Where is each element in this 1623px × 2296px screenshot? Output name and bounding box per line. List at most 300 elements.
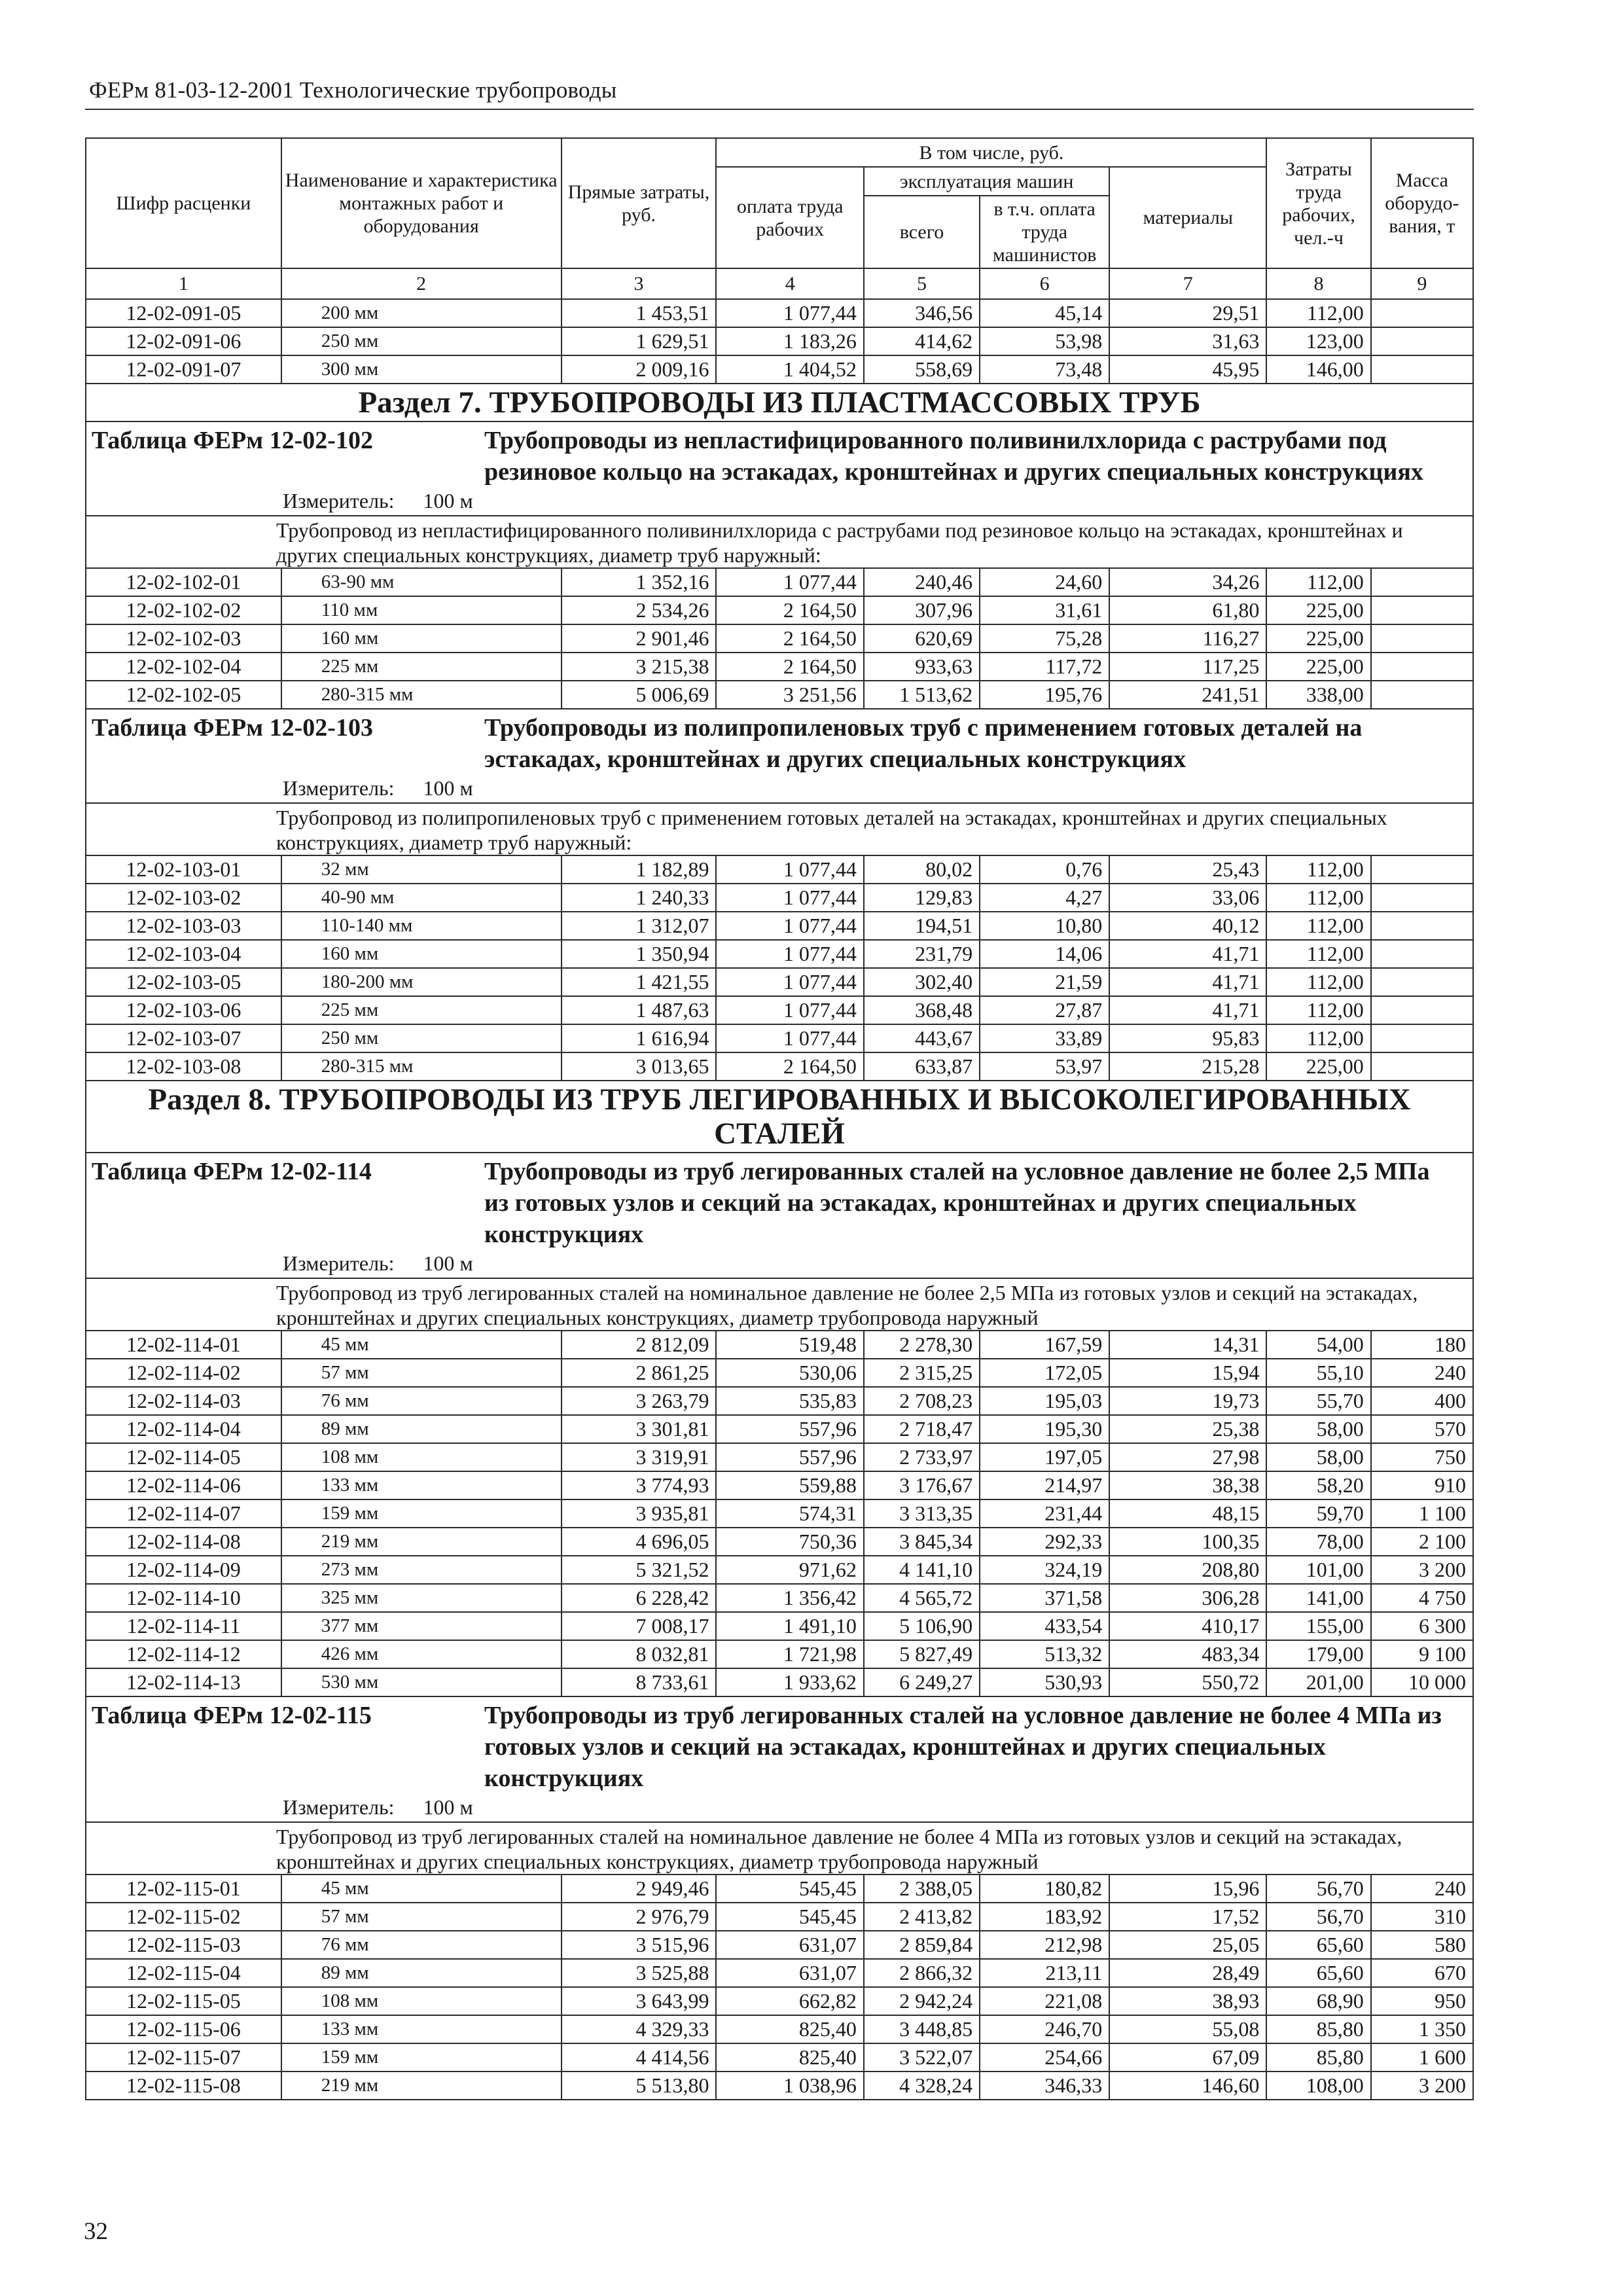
table-row — [86, 1528, 1473, 1556]
table-heading — [86, 1153, 1473, 1278]
mass-cell — [1371, 1052, 1473, 1081]
machinist-pay-cell: 513,32 — [980, 1640, 1109, 1668]
labor-pay-cell: 557,96 — [716, 1443, 863, 1471]
labor-pay-cell: 530,06 — [716, 1359, 863, 1387]
labor-pay-cell: 2 164,50 — [716, 653, 863, 681]
materials-cell: 95,83 — [1109, 1024, 1266, 1052]
mass-cell — [1371, 653, 1473, 681]
description-row — [86, 516, 1473, 568]
machinist-pay-cell: 21,59 — [980, 968, 1109, 996]
header-name: Наименование и характеристика монтажных работ и оборудования — [281, 138, 562, 268]
direct-cost-cell: 1 616,94 — [562, 1024, 717, 1052]
direct-cost-cell: 3 774,93 — [562, 1471, 717, 1499]
machinist-pay-cell: 33,89 — [980, 1024, 1109, 1052]
machines-total-cell: 4 565,72 — [864, 1584, 980, 1612]
mass-cell — [1371, 596, 1473, 624]
direct-cost-cell: 6 228,42 — [562, 1584, 717, 1612]
work-name-cell: 40-90 мм — [281, 884, 562, 912]
labor-hours-cell: 112,00 — [1266, 1024, 1370, 1052]
labor-hours-cell: 101,00 — [1266, 1556, 1370, 1584]
labor-pay-cell: 1 077,44 — [716, 568, 863, 596]
work-name-cell: 377 мм — [281, 1612, 562, 1640]
work-name-cell: 110 мм — [281, 596, 562, 624]
direct-cost-cell: 8 733,61 — [562, 1668, 717, 1696]
labor-pay-cell: 1 077,44 — [716, 1024, 863, 1052]
work-name-cell: 63-90 мм — [281, 568, 562, 596]
rate-code-cell: 12-02-114-10 — [86, 1584, 281, 1612]
rate-code-cell: 12-02-102-03 — [86, 624, 281, 653]
table-row — [86, 1359, 1473, 1387]
labor-pay-cell: 1 183,26 — [716, 327, 863, 355]
machinist-pay-cell: 195,03 — [980, 1387, 1109, 1415]
work-name-cell: 57 мм — [281, 1903, 562, 1931]
rate-code-cell: 12-02-103-05 — [86, 968, 281, 996]
mass-cell — [1371, 568, 1473, 596]
labor-hours-cell: 65,60 — [1266, 1931, 1370, 1959]
rate-code-cell: 12-02-115-07 — [86, 2043, 281, 2072]
work-name-cell: 180-200 мм — [281, 968, 562, 996]
labor-hours-cell: 55,70 — [1266, 1387, 1370, 1415]
materials-cell: 550,72 — [1109, 1668, 1266, 1696]
mass-cell — [1371, 299, 1473, 327]
direct-cost-cell: 1 453,51 — [562, 299, 717, 327]
table-heading-line — [86, 709, 1472, 775]
labor-hours-cell: 56,70 — [1266, 1903, 1370, 1931]
machines-total-cell: 80,02 — [864, 855, 980, 884]
unit-label: Измеритель: — [283, 776, 395, 800]
table-row — [86, 1443, 1473, 1471]
labor-pay-cell: 1 077,44 — [716, 884, 863, 912]
machines-total-cell: 129,83 — [864, 884, 980, 912]
description-row — [86, 803, 1473, 855]
machinist-pay-cell: 24,60 — [980, 568, 1109, 596]
mass-cell: 10 000 — [1371, 1668, 1473, 1696]
header-code: Шифр расценки — [86, 138, 281, 268]
table-row — [86, 2043, 1473, 2072]
table-heading-line — [86, 1153, 1472, 1250]
direct-cost-cell: 4 696,05 — [562, 1528, 717, 1556]
materials-cell: 41,71 — [1109, 968, 1266, 996]
direct-cost-cell: 3 515,96 — [562, 1931, 717, 1959]
machinist-pay-cell: 117,72 — [980, 653, 1109, 681]
direct-cost-cell: 1 629,51 — [562, 327, 717, 355]
labor-hours-cell: 58,00 — [1266, 1443, 1370, 1471]
work-name-cell: 89 мм — [281, 1415, 562, 1443]
table-heading-row — [86, 1696, 1473, 1822]
header-mass: Масса оборудо-вания, т — [1371, 138, 1473, 268]
rates-table — [85, 137, 1474, 2100]
materials-cell: 15,94 — [1109, 1359, 1266, 1387]
description-row — [86, 1822, 1473, 1874]
table-title: Трубопроводы из труб легированных сталей на условное давление не более 4 МПа из готовых узлов и секций на эстакадах, кронштейнах и других специальных конструкциях — [484, 1702, 1442, 1792]
direct-cost-cell: 8 032,81 — [562, 1640, 717, 1668]
labor-hours-cell: 338,00 — [1266, 681, 1370, 709]
machinist-pay-cell: 212,98 — [980, 1931, 1109, 1959]
machines-total-cell: 2 708,23 — [864, 1387, 980, 1415]
direct-cost-cell: 3 301,81 — [562, 1415, 717, 1443]
machinist-pay-cell: 195,30 — [980, 1415, 1109, 1443]
table-row — [86, 624, 1473, 653]
labor-pay-cell: 559,88 — [716, 1471, 863, 1499]
rate-code-cell: 12-02-114-07 — [86, 1499, 281, 1528]
table-row — [86, 855, 1473, 884]
labor-hours-cell: 155,00 — [1266, 1612, 1370, 1640]
direct-cost-cell: 4 414,56 — [562, 2043, 717, 2072]
rate-code-cell: 12-02-114-06 — [86, 1471, 281, 1499]
mass-cell: 4 750 — [1371, 1584, 1473, 1612]
mass-cell: 1 600 — [1371, 2043, 1473, 2072]
labor-hours-cell: 146,00 — [1266, 355, 1370, 384]
rate-code-cell: 12-02-114-13 — [86, 1668, 281, 1696]
mass-cell: 750 — [1371, 1443, 1473, 1471]
machinist-pay-cell: 27,87 — [980, 996, 1109, 1024]
materials-cell: 14,31 — [1109, 1331, 1266, 1359]
rate-code-cell: 12-02-103-06 — [86, 996, 281, 1024]
table-heading-line — [86, 422, 1472, 488]
mass-cell: 670 — [1371, 1959, 1473, 1987]
column-number: 1 — [86, 268, 281, 299]
machines-total-cell: 443,67 — [864, 1024, 980, 1052]
labor-hours-cell: 55,10 — [1266, 1359, 1370, 1387]
mass-cell: 6 300 — [1371, 1612, 1473, 1640]
machines-total-cell: 3 448,85 — [864, 2015, 980, 2043]
table-row — [86, 1387, 1473, 1415]
rate-code-cell: 12-02-103-03 — [86, 912, 281, 940]
work-name-cell: 280-315 мм — [281, 1052, 562, 1081]
machines-total-cell: 346,56 — [864, 299, 980, 327]
materials-cell: 410,17 — [1109, 1612, 1266, 1640]
machinist-pay-cell: 4,27 — [980, 884, 1109, 912]
column-number: 5 — [864, 268, 980, 299]
rate-code-cell: 12-02-115-04 — [86, 1959, 281, 1987]
machinist-pay-cell: 172,05 — [980, 1359, 1109, 1387]
machines-total-cell: 2 866,32 — [864, 1959, 980, 1987]
labor-pay-cell: 1 491,10 — [716, 1612, 863, 1640]
labor-hours-cell: 58,20 — [1266, 1471, 1370, 1499]
direct-cost-cell: 5 006,69 — [562, 681, 717, 709]
running-head: ФЕРм 81-03-12-2001 Технологические трубопроводы — [89, 77, 617, 103]
materials-cell: 55,08 — [1109, 2015, 1266, 2043]
labor-pay-cell: 1 721,98 — [716, 1640, 863, 1668]
machinist-pay-cell: 31,61 — [980, 596, 1109, 624]
header-machinist-pay: в т.ч. оплата труда машинистов — [980, 196, 1109, 268]
machines-total-cell: 2 413,82 — [864, 1903, 980, 1931]
table-row — [86, 681, 1473, 709]
work-name-cell: 45 мм — [281, 1874, 562, 1903]
machines-total-cell: 302,40 — [864, 968, 980, 996]
materials-cell: 215,28 — [1109, 1052, 1266, 1081]
machines-total-cell: 1 513,62 — [864, 681, 980, 709]
work-name-cell: 219 мм — [281, 1528, 562, 1556]
machines-total-cell: 368,48 — [864, 996, 980, 1024]
labor-pay-cell: 971,62 — [716, 1556, 863, 1584]
labor-pay-cell: 1 404,52 — [716, 355, 863, 384]
table-row — [86, 2015, 1473, 2043]
table-heading-line — [86, 1697, 1472, 1794]
rate-code-cell: 12-02-091-07 — [86, 355, 281, 384]
machines-total-cell: 3 522,07 — [864, 2043, 980, 2072]
table-row — [86, 1052, 1473, 1081]
work-name-cell: 160 мм — [281, 624, 562, 653]
mass-cell: 570 — [1371, 1415, 1473, 1443]
machines-total-cell: 4 141,10 — [864, 1556, 980, 1584]
header-including: В том числе, руб. — [716, 138, 1266, 167]
machinist-pay-cell: 214,97 — [980, 1471, 1109, 1499]
table-code: Таблица ФЕРм 12-02-102 — [92, 427, 373, 454]
table-body — [86, 138, 1473, 2100]
table-title: Трубопроводы из непластифицированного поливинилхлорида с раструбами под резиновое кольцо на эстакадах, кронштейнах и других специальных конструкциях — [484, 427, 1423, 486]
table-row — [86, 912, 1473, 940]
machines-total-cell: 2 718,47 — [864, 1415, 980, 1443]
table-row — [86, 968, 1473, 996]
table-description: Трубопровод из непластифицированного поливинилхлорида с раструбами под резиновое кольцо на эстакадах, кронштейнах и других специальных конструкциях, диаметр труб наружный: — [86, 516, 1473, 568]
column-number: 2 — [281, 268, 562, 299]
materials-cell: 17,52 — [1109, 1903, 1266, 1931]
materials-cell: 25,38 — [1109, 1415, 1266, 1443]
direct-cost-cell: 3 525,88 — [562, 1959, 717, 1987]
materials-cell: 34,26 — [1109, 568, 1266, 596]
section-title-row — [86, 1081, 1473, 1153]
work-name-cell: 426 мм — [281, 1640, 562, 1668]
machinist-pay-cell: 324,19 — [980, 1556, 1109, 1584]
direct-cost-cell: 2 949,46 — [562, 1874, 717, 1903]
labor-hours-cell: 78,00 — [1266, 1528, 1370, 1556]
rate-code-cell: 12-02-114-09 — [86, 1556, 281, 1584]
mass-cell: 240 — [1371, 1359, 1473, 1387]
table-heading — [86, 1696, 1473, 1822]
section-title-row — [86, 384, 1473, 422]
labor-pay-cell: 825,40 — [716, 2015, 863, 2043]
work-name-cell: 160 мм — [281, 940, 562, 968]
machines-total-cell: 5 827,49 — [864, 1640, 980, 1668]
work-name-cell: 280-315 мм — [281, 681, 562, 709]
table-heading-row — [86, 422, 1473, 516]
materials-cell: 146,60 — [1109, 2072, 1266, 2100]
description-row — [86, 1278, 1473, 1331]
materials-cell: 100,35 — [1109, 1528, 1266, 1556]
table-row — [86, 327, 1473, 355]
labor-pay-cell: 1 356,42 — [716, 1584, 863, 1612]
rate-code-cell: 12-02-115-03 — [86, 1931, 281, 1959]
direct-cost-cell: 2 009,16 — [562, 355, 717, 384]
rate-code-cell: 12-02-102-02 — [86, 596, 281, 624]
machines-total-cell: 620,69 — [864, 624, 980, 653]
labor-pay-cell: 1 077,44 — [716, 968, 863, 996]
machinist-pay-cell: 530,93 — [980, 1668, 1109, 1696]
table-row — [86, 1931, 1473, 1959]
measurement-unit — [86, 1250, 1472, 1278]
mass-cell — [1371, 912, 1473, 940]
direct-cost-cell: 1 350,94 — [562, 940, 717, 968]
labor-pay-cell: 750,36 — [716, 1528, 863, 1556]
labor-hours-cell: 225,00 — [1266, 596, 1370, 624]
labor-hours-cell: 112,00 — [1266, 884, 1370, 912]
rate-code-cell: 12-02-102-04 — [86, 653, 281, 681]
materials-cell: 61,80 — [1109, 596, 1266, 624]
direct-cost-cell: 1 352,16 — [562, 568, 717, 596]
unit-value: 100 м — [423, 1795, 473, 1819]
rate-code-cell: 12-02-114-04 — [86, 1415, 281, 1443]
header-rule — [85, 109, 1474, 110]
materials-cell: 38,38 — [1109, 1471, 1266, 1499]
labor-hours-cell: 58,00 — [1266, 1415, 1370, 1443]
table-title: Трубопроводы из труб легированных сталей на условное давление не более 2,5 МПа из готовых узлов и секций на эстакадах, кронштейнах и других специальных конструкциях — [484, 1158, 1430, 1248]
labor-pay-cell: 1 933,62 — [716, 1668, 863, 1696]
header-materials: материалы — [1109, 167, 1266, 268]
mass-cell: 310 — [1371, 1903, 1473, 1931]
machines-total-cell: 231,79 — [864, 940, 980, 968]
column-number: 9 — [1371, 268, 1473, 299]
table-heading — [86, 709, 1473, 803]
direct-cost-cell: 1 182,89 — [562, 855, 717, 884]
mass-cell: 3 200 — [1371, 1556, 1473, 1584]
header-machines: эксплуатация машин — [864, 167, 1109, 196]
work-name-cell: 159 мм — [281, 2043, 562, 2072]
unit-value: 100 м — [423, 776, 473, 800]
rate-code-cell: 12-02-114-12 — [86, 1640, 281, 1668]
labor-hours-cell: 112,00 — [1266, 855, 1370, 884]
mass-cell: 9 100 — [1371, 1640, 1473, 1668]
machinist-pay-cell: 73,48 — [980, 355, 1109, 384]
labor-hours-cell: 179,00 — [1266, 1640, 1370, 1668]
measurement-unit — [86, 1794, 1472, 1821]
materials-cell: 38,93 — [1109, 1987, 1266, 2015]
machinist-pay-cell: 75,28 — [980, 624, 1109, 653]
materials-cell: 25,05 — [1109, 1931, 1266, 1959]
rate-code-cell: 12-02-103-07 — [86, 1024, 281, 1052]
table-description: Трубопровод из труб легированных сталей на номинальное давление не более 4 МПа из готовых узлов и секций на эстакадах, кронштейнах и других специальных конструкциях, диаметр трубопровода наружный — [86, 1822, 1473, 1874]
table-row — [86, 1668, 1473, 1696]
rate-code-cell: 12-02-091-06 — [86, 327, 281, 355]
materials-cell: 41,71 — [1109, 996, 1266, 1024]
unit-label: Измеритель: — [283, 1795, 395, 1819]
header-labor-hours: Затраты труда рабочих, чел.-ч — [1266, 138, 1370, 268]
labor-pay-cell: 3 251,56 — [716, 681, 863, 709]
work-name-cell: 108 мм — [281, 1987, 562, 2015]
work-name-cell: 45 мм — [281, 1331, 562, 1359]
column-number-row — [86, 268, 1473, 299]
table-heading-row — [86, 1153, 1473, 1278]
labor-hours-cell: 112,00 — [1266, 299, 1370, 327]
rate-code-cell: 12-02-102-05 — [86, 681, 281, 709]
materials-cell: 19,73 — [1109, 1387, 1266, 1415]
mass-cell: 400 — [1371, 1387, 1473, 1415]
rate-code-cell: 12-02-114-03 — [86, 1387, 281, 1415]
machinist-pay-cell: 45,14 — [980, 299, 1109, 327]
column-number: 7 — [1109, 268, 1266, 299]
mass-cell — [1371, 327, 1473, 355]
machinist-pay-cell: 180,82 — [980, 1874, 1109, 1903]
materials-cell: 27,98 — [1109, 1443, 1266, 1471]
work-name-cell: 530 мм — [281, 1668, 562, 1696]
work-name-cell: 250 мм — [281, 327, 562, 355]
work-name-cell: 76 мм — [281, 1931, 562, 1959]
table-row — [86, 1499, 1473, 1528]
direct-cost-cell: 7 008,17 — [562, 1612, 717, 1640]
mass-cell — [1371, 884, 1473, 912]
work-name-cell: 57 мм — [281, 1359, 562, 1387]
machines-total-cell: 2 733,97 — [864, 1443, 980, 1471]
machines-total-cell: 3 845,34 — [864, 1528, 980, 1556]
work-name-cell: 76 мм — [281, 1387, 562, 1415]
machinist-pay-cell: 53,98 — [980, 327, 1109, 355]
rate-code-cell: 12-02-102-01 — [86, 568, 281, 596]
mass-cell — [1371, 996, 1473, 1024]
table-row — [86, 1584, 1473, 1612]
labor-pay-cell: 662,82 — [716, 1987, 863, 2015]
rate-code-cell: 12-02-115-06 — [86, 2015, 281, 2043]
unit-value: 100 м — [423, 489, 473, 512]
materials-cell: 116,27 — [1109, 624, 1266, 653]
rate-code-cell: 12-02-114-08 — [86, 1528, 281, 1556]
labor-pay-cell: 1 077,44 — [716, 996, 863, 1024]
table-heading-row — [86, 709, 1473, 803]
materials-cell: 28,49 — [1109, 1959, 1266, 1987]
table-row — [86, 1903, 1473, 1931]
direct-cost-cell: 1 240,33 — [562, 884, 717, 912]
labor-pay-cell: 2 164,50 — [716, 1052, 863, 1081]
table-row — [86, 1612, 1473, 1640]
labor-pay-cell: 557,96 — [716, 1415, 863, 1443]
machinist-pay-cell: 433,54 — [980, 1612, 1109, 1640]
machinist-pay-cell: 221,08 — [980, 1987, 1109, 2015]
mass-cell — [1371, 855, 1473, 884]
labor-pay-cell: 1 077,44 — [716, 940, 863, 968]
materials-cell: 45,95 — [1109, 355, 1266, 384]
labor-pay-cell: 1 038,96 — [716, 2072, 863, 2100]
direct-cost-cell: 3 263,79 — [562, 1387, 717, 1415]
rate-code-cell: 12-02-115-08 — [86, 2072, 281, 2100]
direct-cost-cell: 3 935,81 — [562, 1499, 717, 1528]
work-name-cell: 110-140 мм — [281, 912, 562, 940]
table-description: Трубопровод из труб легированных сталей на номинальное давление не более 2,5 МПа из готовых узлов и секций на эстакадах, кронштейнах и других специальных конструкциях, диаметр трубопровода наружный — [86, 1278, 1473, 1331]
direct-cost-cell: 3 643,99 — [562, 1987, 717, 2015]
machinist-pay-cell: 292,33 — [980, 1528, 1109, 1556]
work-name-cell: 89 мм — [281, 1959, 562, 1987]
machinist-pay-cell: 183,92 — [980, 1903, 1109, 1931]
machinist-pay-cell: 254,66 — [980, 2043, 1109, 2072]
section-title: Раздел 8. ТРУБОПРОВОДЫ ИЗ ТРУБ ЛЕГИРОВАННЫХ И ВЫСОКОЛЕГИРОВАННЫХ СТАЛЕЙ — [86, 1081, 1473, 1153]
machines-total-cell: 2 859,84 — [864, 1931, 980, 1959]
machinist-pay-cell: 167,59 — [980, 1331, 1109, 1359]
unit-label: Измеритель: — [283, 1251, 395, 1275]
table-description: Трубопровод из полипропиленовых труб с применением готовых деталей на эстакадах, кронштейнах и других специальных конструкциях, диаметр труб наружный: — [86, 803, 1473, 855]
labor-hours-cell: 85,80 — [1266, 2015, 1370, 2043]
work-name-cell: 108 мм — [281, 1443, 562, 1471]
labor-hours-cell: 112,00 — [1266, 968, 1370, 996]
direct-cost-cell: 3 013,65 — [562, 1052, 717, 1081]
labor-hours-cell: 112,00 — [1266, 996, 1370, 1024]
mass-cell: 240 — [1371, 1874, 1473, 1903]
mass-cell — [1371, 681, 1473, 709]
machinist-pay-cell: 195,76 — [980, 681, 1109, 709]
labor-pay-cell: 2 164,50 — [716, 596, 863, 624]
measurement-unit — [86, 775, 1472, 802]
machines-total-cell: 2 278,30 — [864, 1331, 980, 1359]
materials-cell: 117,25 — [1109, 653, 1266, 681]
header-machines-total: всего — [864, 196, 980, 268]
mass-cell: 180 — [1371, 1331, 1473, 1359]
materials-cell: 31,63 — [1109, 327, 1266, 355]
mass-cell — [1371, 624, 1473, 653]
machines-total-cell: 2 942,24 — [864, 1987, 980, 2015]
materials-cell: 306,28 — [1109, 1584, 1266, 1612]
machinist-pay-cell: 53,97 — [980, 1052, 1109, 1081]
mass-cell: 950 — [1371, 1987, 1473, 2015]
table-row — [86, 1874, 1473, 1903]
table-row — [86, 1415, 1473, 1443]
mass-cell — [1371, 355, 1473, 384]
